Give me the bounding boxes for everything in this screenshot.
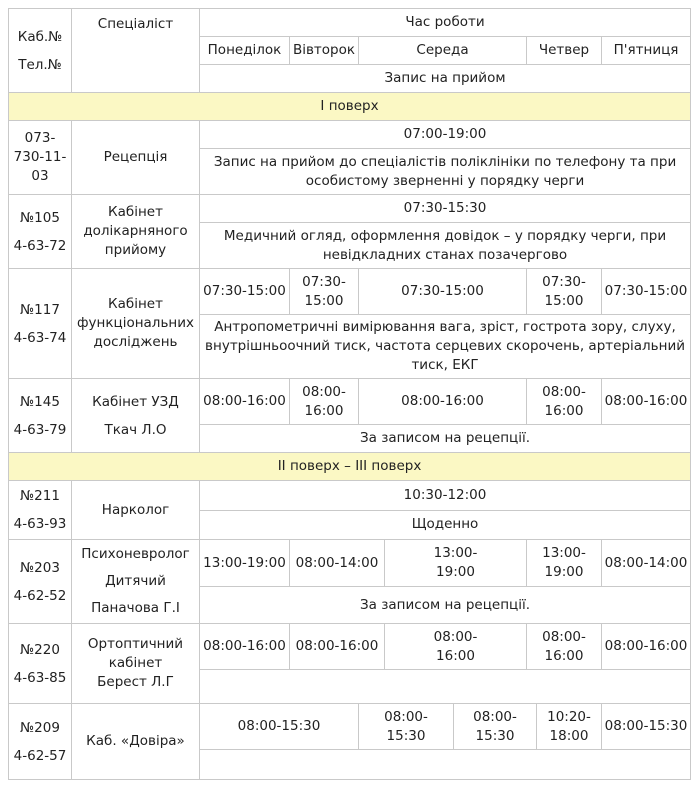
note-cell: Медичний огляд, оформлення довідок – у порядку черги, при невідкладних станах позачергово (200, 223, 691, 269)
note-cell: За записом на рецепції. (200, 587, 691, 624)
room-cell: №117 4-63-74 (9, 269, 72, 379)
specialist-header: Спеціаліст (72, 9, 200, 93)
hours-tuesday: 08:00- 16:00 (290, 379, 359, 425)
hours-thursday: 10:20-18:00 (537, 704, 602, 750)
specialist-cell: Психоневролог Дитячий Паначова Г.І (72, 540, 200, 624)
hours-friday: 08:00-16:00 (602, 624, 691, 670)
specialist-cell: Кабінет функціональних досліджень (72, 269, 200, 379)
note-cell: За записом на рецепції. (200, 425, 691, 453)
note-cell (200, 750, 691, 780)
hours-thursday: 13:00- 19:00 (527, 540, 602, 587)
room-cell: №220 4-63-85 (9, 624, 72, 704)
hours-wednesday: 08:00- 15:30 (454, 704, 537, 750)
specialist-cell: Кабінет долікарняного прийому (72, 195, 200, 269)
hours-cell: 07:00-19:00 (200, 121, 691, 149)
hours-monday: 07:30-15:00 (200, 269, 290, 315)
appointment-header: Запис на прийом (200, 65, 691, 93)
hours-monday: 08:00-16:00 (200, 379, 290, 425)
note-cell: Запис на прийом до спеціалістів поліклініки по телефону та при особистому зверненні у порядку черги (200, 149, 691, 195)
hours-cell: 10:30-12:00 (200, 481, 691, 511)
hours-wednesday: 08:00-16:00 (359, 379, 527, 425)
day-wednesday: Середа (359, 37, 527, 65)
specialist-cell: Ортоптичний кабінет Берест Л.Г (72, 624, 200, 704)
hours-mon-tue: 08:00-15:30 (200, 704, 359, 750)
hours-tuesday: 08:00-14:00 (290, 540, 385, 587)
hours-wednesday: 07:30-15:00 (359, 269, 527, 315)
hours-friday: 08:00-15:30 (602, 704, 691, 750)
hours-monday: 13:00-19:00 (200, 540, 290, 587)
hours-friday: 08:00-14:00 (602, 540, 691, 587)
note-cell: Антропометричні вимірювання вага, зріст, гострота зору, слуху, внутрішньоочний тиск, частота серцевих скорочень, артеріальний тиск, ЕКГ (200, 315, 691, 379)
room-phone-header: Каб.№ Тел.№ (9, 9, 72, 93)
day-tuesday: Вівторок (290, 37, 359, 65)
hours-monday: 08:00-16:00 (200, 624, 290, 670)
specialist-cell: Нарколог (72, 481, 200, 540)
room-cell: №145 4-63-79 (9, 379, 72, 453)
room-cell: №105 4-63-72 (9, 195, 72, 269)
hours-tuesday: 08:00-16:00 (290, 624, 385, 670)
work-hours-header: Час роботи (200, 9, 691, 37)
hours-thursday: 08:00-16:00 (527, 624, 602, 670)
hours-thursday: 07:30- 15:00 (527, 269, 602, 315)
hours-tuesday: 07:30- 15:00 (290, 269, 359, 315)
schedule-table (8, 8, 691, 780)
floor-2-3-divider: ІІ поверх – ІІІ поверх (9, 453, 691, 481)
hours-thursday: 08:00- 16:00 (527, 379, 602, 425)
hours-tuesday-2: 08:00- 15:30 (359, 704, 454, 750)
hours-wednesday: 13:00- 19:00 (385, 540, 527, 587)
day-thursday: Четвер (527, 37, 602, 65)
hours-cell: 07:30-15:30 (200, 195, 691, 223)
floor-1-divider: І поверх (9, 93, 691, 121)
note-cell (200, 670, 691, 704)
day-monday: Понеділок (200, 37, 290, 65)
hours-wednesday: 08:00- 16:00 (385, 624, 527, 670)
hours-friday: 08:00-16:00 (602, 379, 691, 425)
specialist-cell: Каб. «Довіра» (72, 704, 200, 780)
room-cell: №209 4-62-57 (9, 704, 72, 780)
room-cell: №211 4-63-93 (9, 481, 72, 540)
note-cell: Щоденно (200, 510, 691, 540)
room-cell: 073- 730-11- 03 (9, 121, 72, 195)
room-cell: №203 4-62-52 (9, 540, 72, 624)
day-friday: П'ятниця (602, 37, 691, 65)
specialist-cell: Кабінет УЗД Ткач Л.О (72, 379, 200, 453)
specialist-cell: Рецепція (72, 121, 200, 195)
hours-friday: 07:30-15:00 (602, 269, 691, 315)
